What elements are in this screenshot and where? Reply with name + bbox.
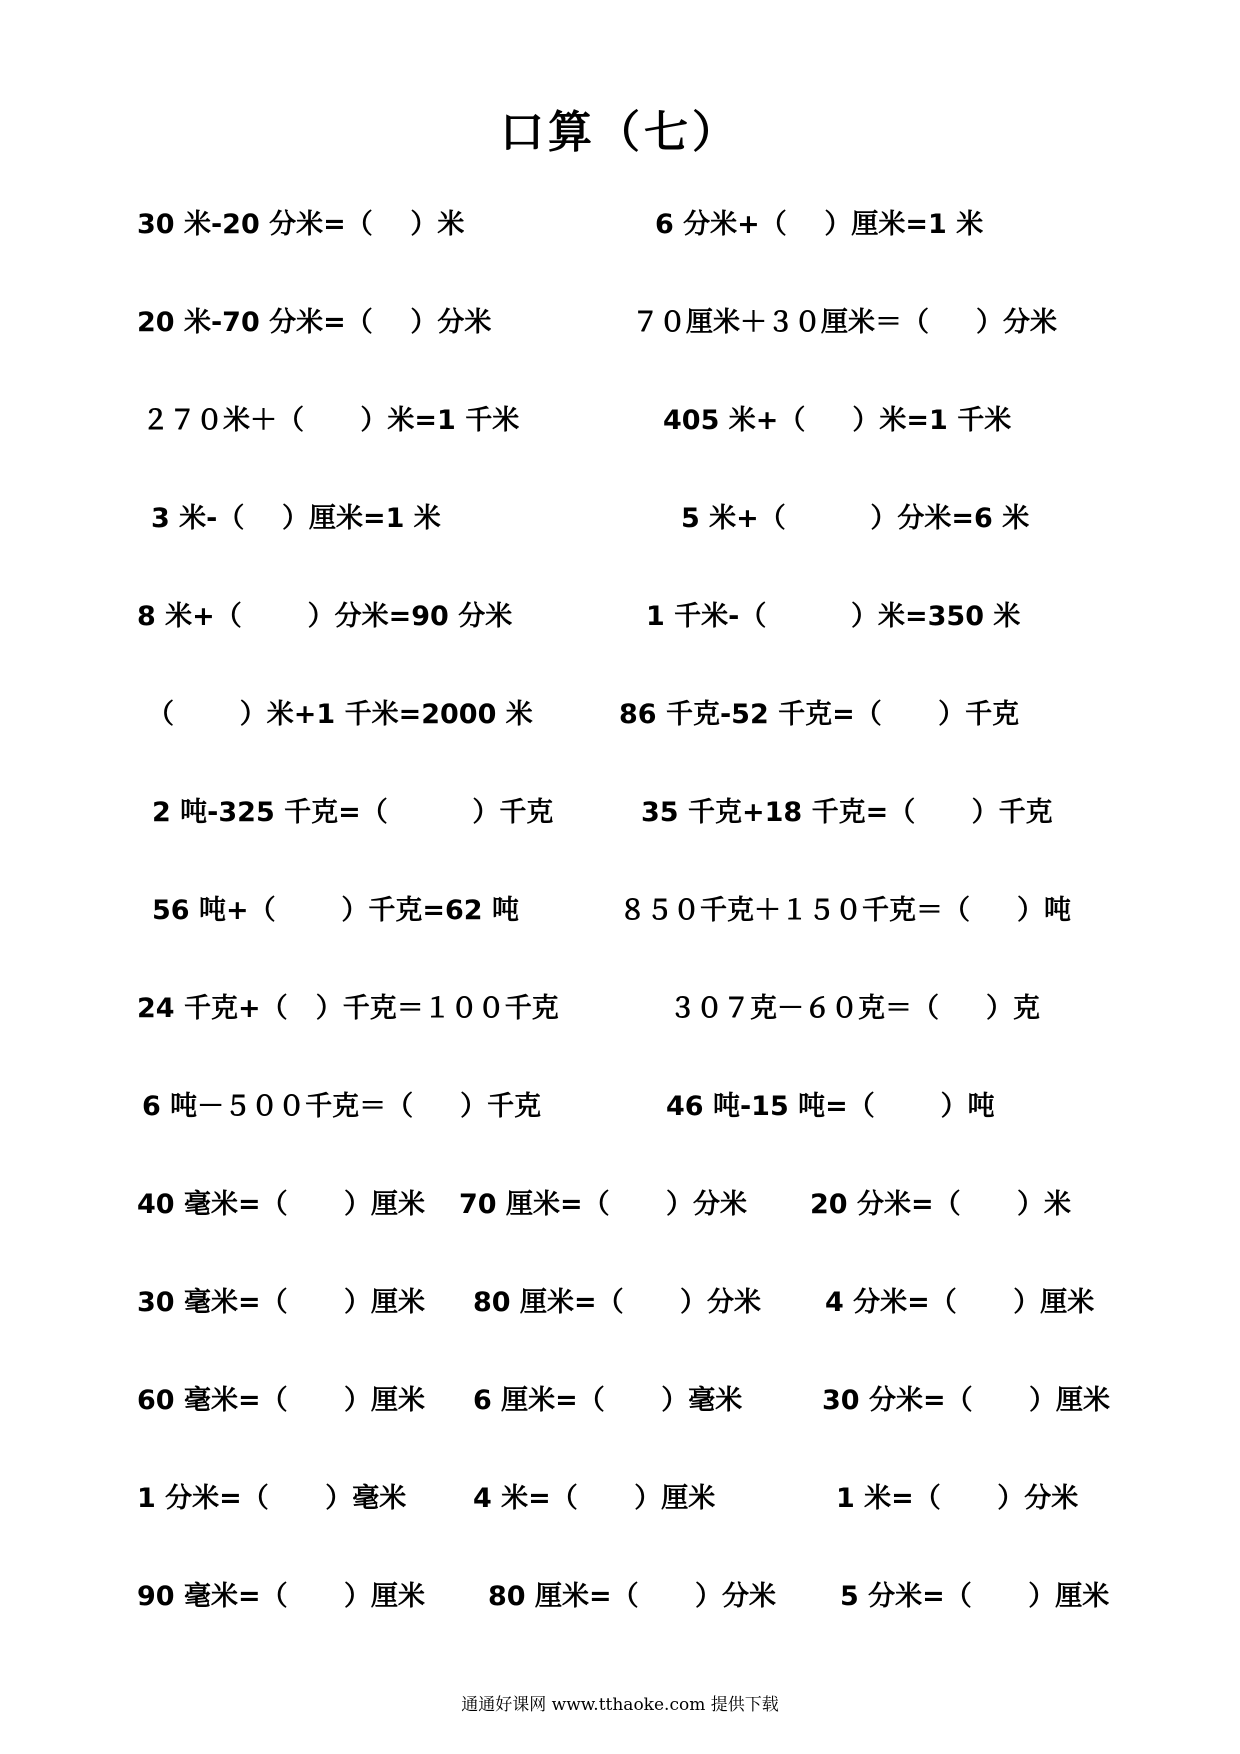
problem-14-1: 1 分米=（ ）毫米 [137, 1483, 407, 1514]
problem-15-3: 5 分米=（ ）厘米 [840, 1581, 1110, 1612]
problem-3-1: ２７０米＋（ ）米=1 千米 [142, 405, 520, 436]
problem-11-3: 20 分米=（ ）米 [810, 1189, 1071, 1220]
problem-4-1: 3 米-（ ）厘米=1 米 [151, 503, 441, 534]
problem-15-2: 80 厘米=（ ）分米 [488, 1581, 776, 1612]
problem-9-1: 24 千克+（ ）千克＝１００千克 [137, 993, 559, 1024]
problem-10-1: 6 吨－５００千克＝（ ）千克 [142, 1091, 542, 1122]
page-title: 口算（七） [500, 107, 740, 158]
problem-6-2: 86 千克-52 千克=（ ）千克 [619, 699, 1020, 730]
problem-1-1: 30 米-20 分米=（ ）米 [137, 209, 465, 240]
problem-11-1: 40 毫米=（ ）厘米 [137, 1189, 425, 1220]
problem-5-2: 1 千米-（ ）米=350 米 [646, 601, 1021, 632]
problem-6-1: （ ）米+1 千米=2000 米 [147, 699, 533, 730]
problem-13-1: 60 毫米=（ ）厘米 [137, 1385, 425, 1416]
problem-8-1: 56 吨+（ ）千克=62 吨 [152, 895, 519, 926]
problem-12-3: 4 分米=（ ）厘米 [825, 1287, 1095, 1318]
problem-5-1: 8 米+（ ）分米=90 分米 [137, 601, 513, 632]
problem-12-2: 80 厘米=（ ）分米 [473, 1287, 761, 1318]
problem-11-2: 70 厘米=（ ）分米 [459, 1189, 747, 1220]
problem-13-2: 6 厘米=（ ）毫米 [473, 1385, 743, 1416]
problem-14-3: 1 米=（ ）分米 [836, 1483, 1079, 1514]
problem-1-2: 6 分米+（ ）厘米=1 米 [655, 209, 984, 240]
footer-credit: 通通好课网 www.tthaoke.com 提供下载 [461, 1695, 779, 1715]
problem-12-1: 30 毫米=（ ）厘米 [137, 1287, 425, 1318]
problem-13-3: 30 分米=（ ）厘米 [822, 1385, 1110, 1416]
problem-4-2: 5 米+（ ）分米=6 米 [681, 503, 1030, 534]
problem-14-2: 4 米=（ ）厘米 [473, 1483, 716, 1514]
problem-10-2: 46 吨-15 吨=（ ）吨 [666, 1091, 995, 1122]
problem-2-2: ７０厘米＋３０厘米＝（ ）分米 [632, 307, 1057, 338]
problem-3-2: 405 米+（ ）米=1 千米 [663, 405, 1012, 436]
problem-7-1: 2 吨-325 千克=（ ）千克 [152, 797, 554, 828]
problem-9-2: ３０７克－６０克＝（ ）克 [669, 993, 1040, 1024]
problem-2-1: 20 米-70 分米=（ ）分米 [137, 307, 492, 338]
problem-8-2: ８５０千克＋１５０千克＝（ ）吨 [619, 895, 1071, 926]
problem-7-2: 35 千克+18 千克=（ ）千克 [641, 797, 1053, 828]
problem-15-1: 90 毫米=（ ）厘米 [137, 1581, 425, 1612]
